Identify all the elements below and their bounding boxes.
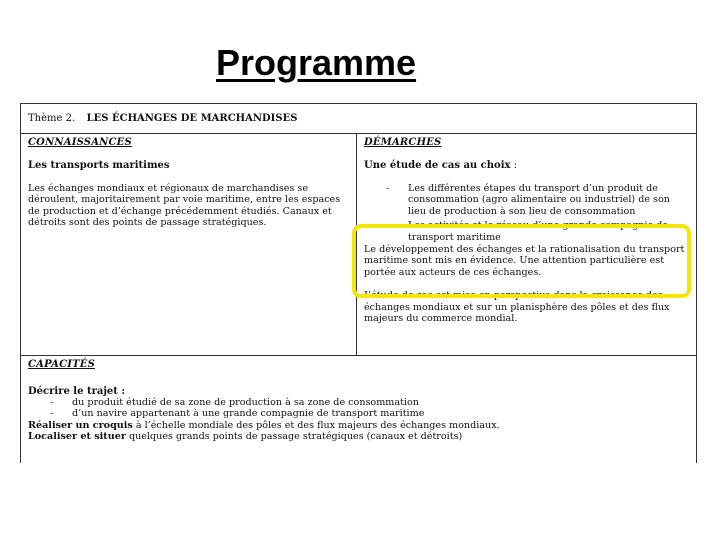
list-item (364, 183, 689, 217)
demarches-subheading-rest: : (510, 160, 518, 171)
capacites-section (21, 356, 696, 446)
slide-title: Programme (216, 42, 417, 83)
connaissances-heading: CONNAISSANCES (28, 137, 132, 148)
bullet-text: du produit étudié de sa zone de production à sa zone de consommation (72, 397, 419, 408)
bullet-text: d’un navire appartenant à une grande compagnie de transport maritime (72, 408, 425, 420)
list-item (28, 408, 689, 419)
list-item (28, 397, 689, 408)
highlight-box (352, 224, 691, 298)
connaissances-paragraph: Les échanges mondiaux et régionaux de marchandises se déroulent, majoritairement par voie maritime, entre les espaces de production et d’échange précédemment étudiés. Canaux et détroits sont des points de passage stratégiques. (28, 183, 341, 229)
demarches-heading: DÉMARCHES (364, 137, 442, 148)
realiser-bold: Réaliser un croquis (28, 419, 133, 431)
demarches-subheading (364, 160, 689, 171)
localiser-rest: quelques grands points de passage stratégiques (canaux et détroits) (125, 431, 463, 443)
bullet-dash: - (386, 183, 390, 194)
theme-header (21, 104, 696, 134)
bullet-text: Les différentes étapes du transport d’un produit de consommation (agro alimentaire ou industriel) de son lieu de production à son lieu de consommation (408, 183, 670, 217)
capacites-decrire: Décrire le trajet : (28, 386, 126, 397)
theme-code: Thème 2. (28, 113, 76, 124)
capacites-heading: CAPACITÉS (28, 359, 95, 370)
bullet-text: Les activités et le réseau d’une grande compagnie de transport maritime (408, 220, 669, 243)
bullet-dash: - (50, 408, 54, 420)
bullet-dash: - (50, 397, 54, 408)
connaissances-subheading: Les transports maritimes (28, 160, 170, 171)
demarches-paragraph-1: Le développement des échanges et la rationalisation du transport maritime sont mis en évidence. Une attention particulière est portée aux acteurs de ces échanges. (364, 244, 685, 278)
theme-name: LES ÉCHANGES DE MARCHANDISES (86, 113, 298, 124)
connaissances-column (21, 134, 357, 355)
demarches-paragraph-2: L’étude de cas est mise en perspective dans la croissance des échanges mondiaux et sur un planisphère des pôles et des flux majeurs du commerce mondial. (364, 290, 670, 325)
bullet-dash: - (386, 220, 390, 232)
localiser-bold: Localiser et situer (28, 431, 126, 443)
capacites-realiser (28, 420, 689, 431)
capacites-localiser (28, 431, 689, 442)
demarches-subheading-bold: Une étude de cas au choix (364, 160, 511, 171)
realiser-rest: à l’échelle mondiale des pôles et des flux majeurs des échanges mondiaux. (132, 419, 500, 431)
